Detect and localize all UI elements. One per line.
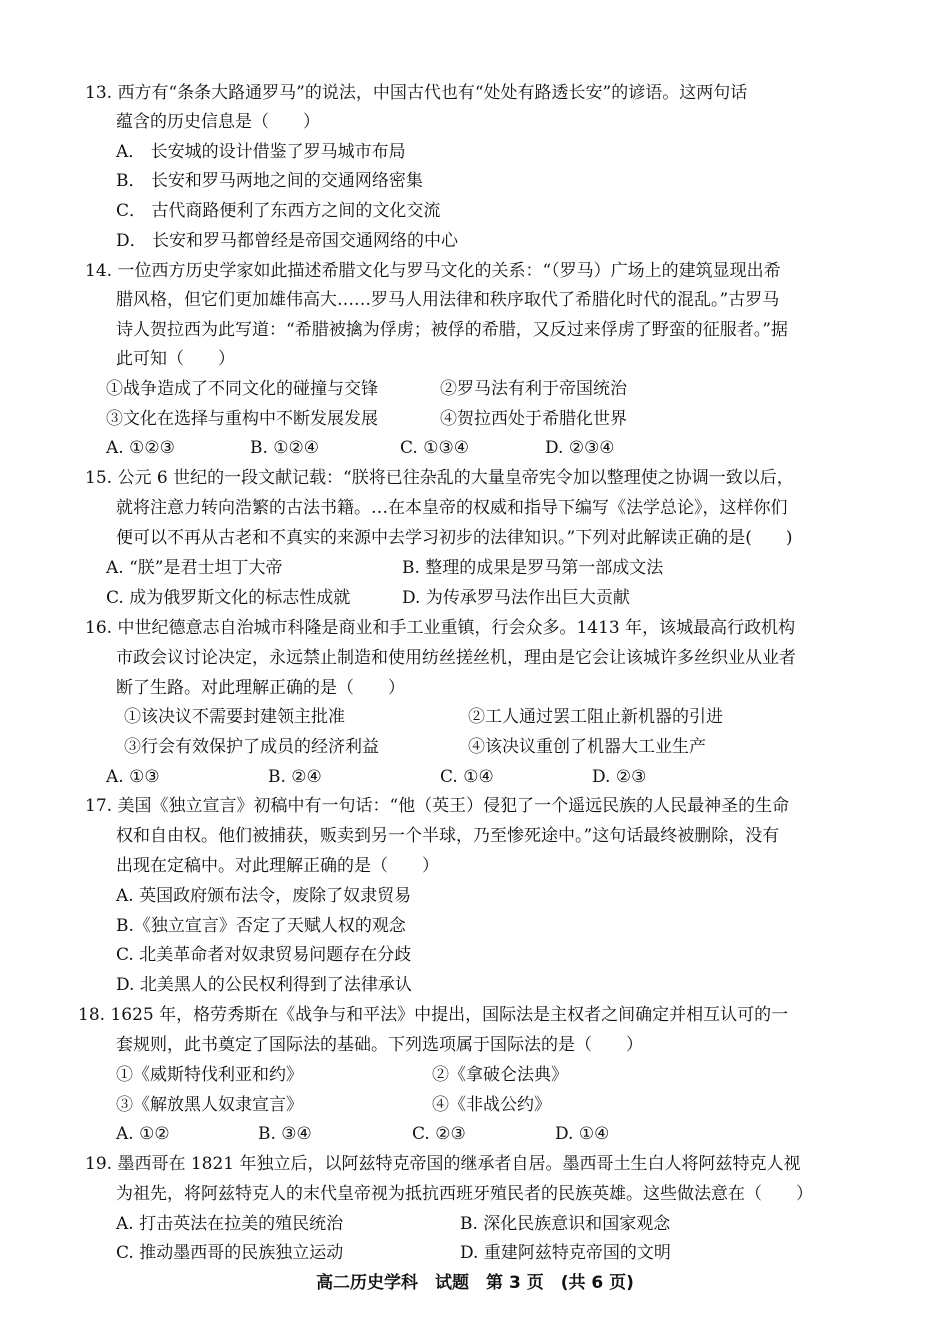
q15-option-b: B. 整理的成果是罗马第一部成文法 [402,558,664,578]
q19-option-d: D. 重建阿兹特克帝国的文明 [460,1243,671,1263]
q18-option-c: C. ②③ [412,1124,466,1144]
q16-option-c: C. ①④ [440,767,494,787]
q17-option-d: D. 北美黑人的公民权利得到了法律承认 [116,975,412,995]
q14-statement-2: ②罗马法有利于帝国统治 [440,379,627,399]
question-16-stem-cont-2: 断了生路。对此理解正确的是（ ） [116,678,405,698]
question-16-stem-cont-1: 市政会议讨论决定，永远禁止制造和使用纺丝搓丝机，理由是它会让该城许多丝织业从业者 [116,648,796,668]
question-15-stem-cont-2: 便可以不再从古老和不真实的来源中去学习初步的法律知识。”下列对此解读正确的是( ) [116,528,793,548]
q18-option-a: A. ①② [116,1124,170,1144]
q18-option-b: B. ③④ [258,1124,312,1144]
q16-statement-1: ①该决议不需要封建领主批准 [124,707,345,727]
question-17-stem-cont-1: 权和自由权。他们被捕获，贩卖到另一个半球，乃至惨死途中。”这句话最终被删除，没有 [116,826,780,846]
question-13-stem-cont: 蕴含的历史信息是（ ） [116,112,320,132]
question-18-stem: 18. 1625 年，格劳秀斯在《战争与和平法》中提出，国际法是主权者之间确定并相互认可的一 [78,1005,789,1025]
question-14-stem: 14. 一位西方历史学家如此描述希腊文化与罗马文化的关系：“（罗马）广场上的建筑显现出希 [85,261,781,281]
q18-statement-1: ①《威斯特伐利亚和约》 [116,1065,303,1085]
question-13-stem: 13. 西方有“条条大路通罗马”的说法，中国古代也有“处处有路透长安”的谚语。这两句话 [85,83,748,103]
question-14-stem-cont-2: 诗人贺拉西为此写道：“希腊被擒为俘虏；被俘的希腊，又反过来俘虏了野蛮的征服者。”据 [116,320,788,340]
q13-option-b: B． 长安和罗马两地之间的交通网络密集 [116,171,423,191]
question-15-stem: 15. 公元 6 世纪的一段文献记载：“朕将已往杂乱的大量皇帝宪令加以整理使之协调一致以后， [85,468,794,488]
q16-option-a: A. ①③ [106,767,160,787]
page-footer: 高二历史学科 试题 第 3 页 (共 6 页) [316,1273,634,1293]
q16-statement-3: ③行会有效保护了成员的经济利益 [124,737,379,757]
question-17-stem: 17. 美国《独立宣言》初稿中有一句话：“他（英王）侵犯了一个遥远民族的人民最神圣的生命 [85,796,790,816]
q13-option-a: A． 长安城的设计借鉴了罗马城市布局 [116,142,406,162]
q18-option-d: D. ①④ [555,1124,610,1144]
q18-statement-4: ④《非战公约》 [432,1095,551,1115]
q13-option-d: D． 长安和罗马都曾经是帝国交通网络的中心 [116,231,459,251]
q17-option-b: B.《独立宣言》否定了天赋人权的观念 [116,916,406,936]
q16-option-d: D. ②③ [592,767,647,787]
q17-option-a: A. 英国政府颁布法令，废除了奴隶贸易 [116,886,412,906]
q13-option-c: C． 古代商路便利了东西方之间的文化交流 [116,201,441,221]
q14-statement-3: ③文化在选择与重构中不断发展发展 [106,409,378,429]
q16-statement-4: ④该决议重创了机器大工业生产 [468,737,706,757]
q19-option-a: A. 打击英法在拉美的殖民统治 [116,1214,344,1234]
question-17-stem-cont-2: 出现在定稿中。对此理解正确的是（ ） [116,856,439,876]
q19-option-b: B. 深化民族意识和国家观念 [460,1214,671,1234]
question-15-stem-cont-1: 就将注意力转向浩繁的古法书籍。…在本皇帝的权威和指导下编写《法学总论》，这样你们 [116,498,788,518]
q14-option-c: C. ①③④ [400,438,469,458]
question-18-stem-cont: 套规则，此书奠定了国际法的基础。下列选项属于国际法的是（ ） [116,1035,643,1055]
question-14-stem-cont-1: 腊风格，但它们更加雄伟高大……罗马人用法律和秩序取代了希腊化时代的混乱。”古罗马 [116,290,780,310]
q15-option-a: A. “朕”是君士坦丁大帝 [106,558,283,578]
question-14-stem-cont-3: 此可知（ ） [116,349,235,369]
q16-option-b: B. ②④ [268,767,322,787]
question-19-stem: 19. 墨西哥在 1821 年独立后，以阿兹特克帝国的继承者自居。墨西哥土生白人将阿兹特克人视 [85,1154,801,1174]
question-19-stem-cont: 为祖先，将阿兹特克人的末代皇帝视为抵抗西班牙殖民者的民族英雄。这些做法意在（ ） [116,1184,813,1204]
q19-option-c: C. 推动墨西哥的民族独立运动 [116,1243,344,1263]
q14-option-b: B. ①②④ [250,438,320,458]
q18-statement-2: ②《拿破仑法典》 [432,1065,568,1085]
q15-option-c: C. 成为俄罗斯文化的标志性成就 [106,588,351,608]
question-16-stem: 16. 中世纪德意志自治城市科隆是商业和手工业重镇，行会众多。1413 年，该城最高行政机构 [85,618,796,638]
q14-option-a: A. ①②③ [106,438,175,458]
q17-option-c: C. 北美革命者对奴隶贸易问题存在分歧 [116,945,412,965]
q14-option-d: D. ②③④ [545,438,615,458]
q15-option-d: D. 为传承罗马法作出巨大贡献 [402,588,630,608]
q16-statement-2: ②工人通过罢工阻止新机器的引进 [468,707,723,727]
q18-statement-3: ③《解放黑人奴隶宣言》 [116,1095,303,1115]
q14-statement-4: ④贺拉西处于希腊化世界 [440,409,627,429]
q14-statement-1: ①战争造成了不同文化的碰撞与交锋 [106,379,378,399]
